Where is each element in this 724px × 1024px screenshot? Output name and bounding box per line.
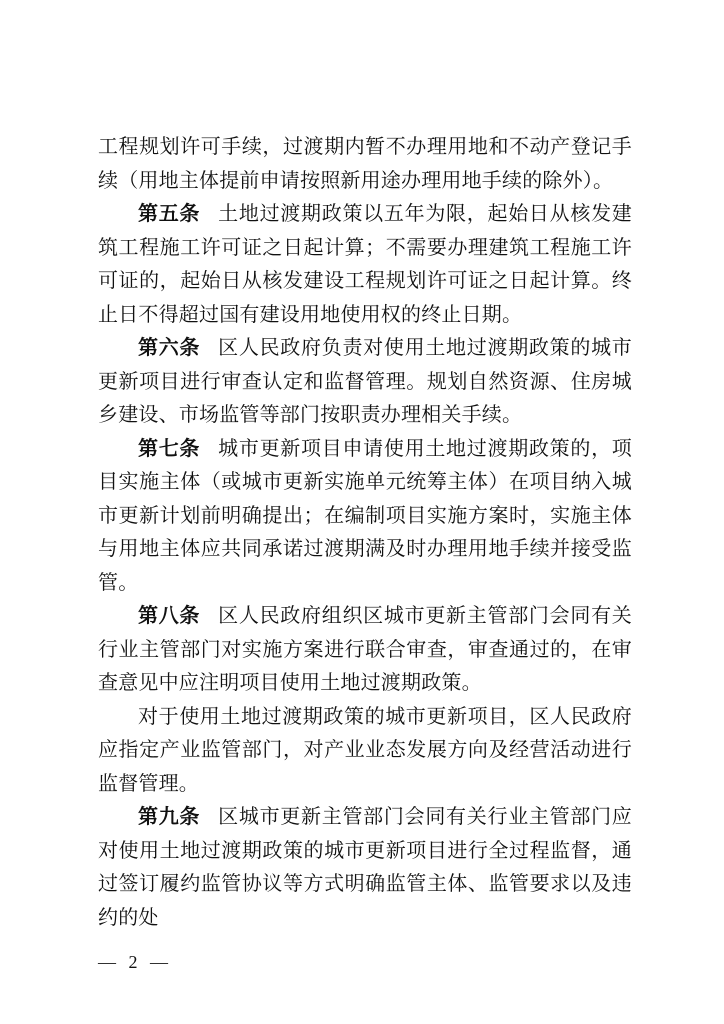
paragraph-text: 区人民政府组织区城市更新主管部门会同有关行业主管部门对实施方案进行联合审查，审查通过的，在审查意见中应注明项目使用土地过渡期政策。: [98, 603, 632, 694]
paragraph-text: 区城市更新主管部门会同有关行业主管部门应对使用土地过渡期政策的城市更新项目进行全过程监督，通过签订履约监管协议等方式明确监管主体、监管要求以及违约的处: [98, 804, 632, 929]
article-number: 第六条: [138, 335, 201, 359]
paragraph-text: 城市更新项目申请使用土地过渡期政策的，项目实施主体（或城市更新实施单元统筹主体）在项目纳入城市更新计划前明确提出；在编制项目实施方案时，实施主体与用地主体应共同承诺过渡期满及时办理用地手续并接受监管。: [98, 435, 632, 594]
paragraph-text: 土地过渡期政策以五年为限，起始日从核发建筑工程施工许可证之日起计算；不需要办理建筑工程施工许可证的，起始日从核发建设工程规划许可证之日起计算。终止日不得超过国有建设用地使用权的终止日期。: [98, 201, 632, 326]
article-6-paragraph: [98, 331, 632, 432]
article-number: 第七条: [138, 435, 201, 460]
page-number: — 2 —: [98, 952, 172, 972]
article-8-paragraph: [98, 599, 632, 700]
paragraph-text: 对于使用土地过渡期政策的城市更新项目，区人民政府应指定产业监管部门，对产业业态发展方向及经营活动进行监督管理。: [98, 703, 632, 795]
article-9-paragraph: [98, 800, 632, 934]
body-text: [98, 130, 632, 934]
article-8-second-paragraph: [98, 700, 632, 801]
article-number: 第八条: [138, 603, 201, 627]
article-5-paragraph: [98, 197, 632, 331]
paragraph-text: 区人民政府负责对使用土地过渡期政策的城市更新项目进行审查认定和监督管理。规划自然资源、住房城乡建设、市场监管等部门按职责办理相关手续。: [98, 335, 632, 426]
article-7-paragraph: [98, 432, 632, 600]
paragraph-continuation: [98, 130, 632, 197]
paragraph-text: 工程规划许可手续，过渡期内暂不办理用地和不动产登记手续（用地主体提前申请按照新用途办理用地手续的除外）。: [98, 134, 632, 192]
article-number: 第五条: [138, 201, 201, 225]
article-number: 第九条: [138, 804, 201, 828]
